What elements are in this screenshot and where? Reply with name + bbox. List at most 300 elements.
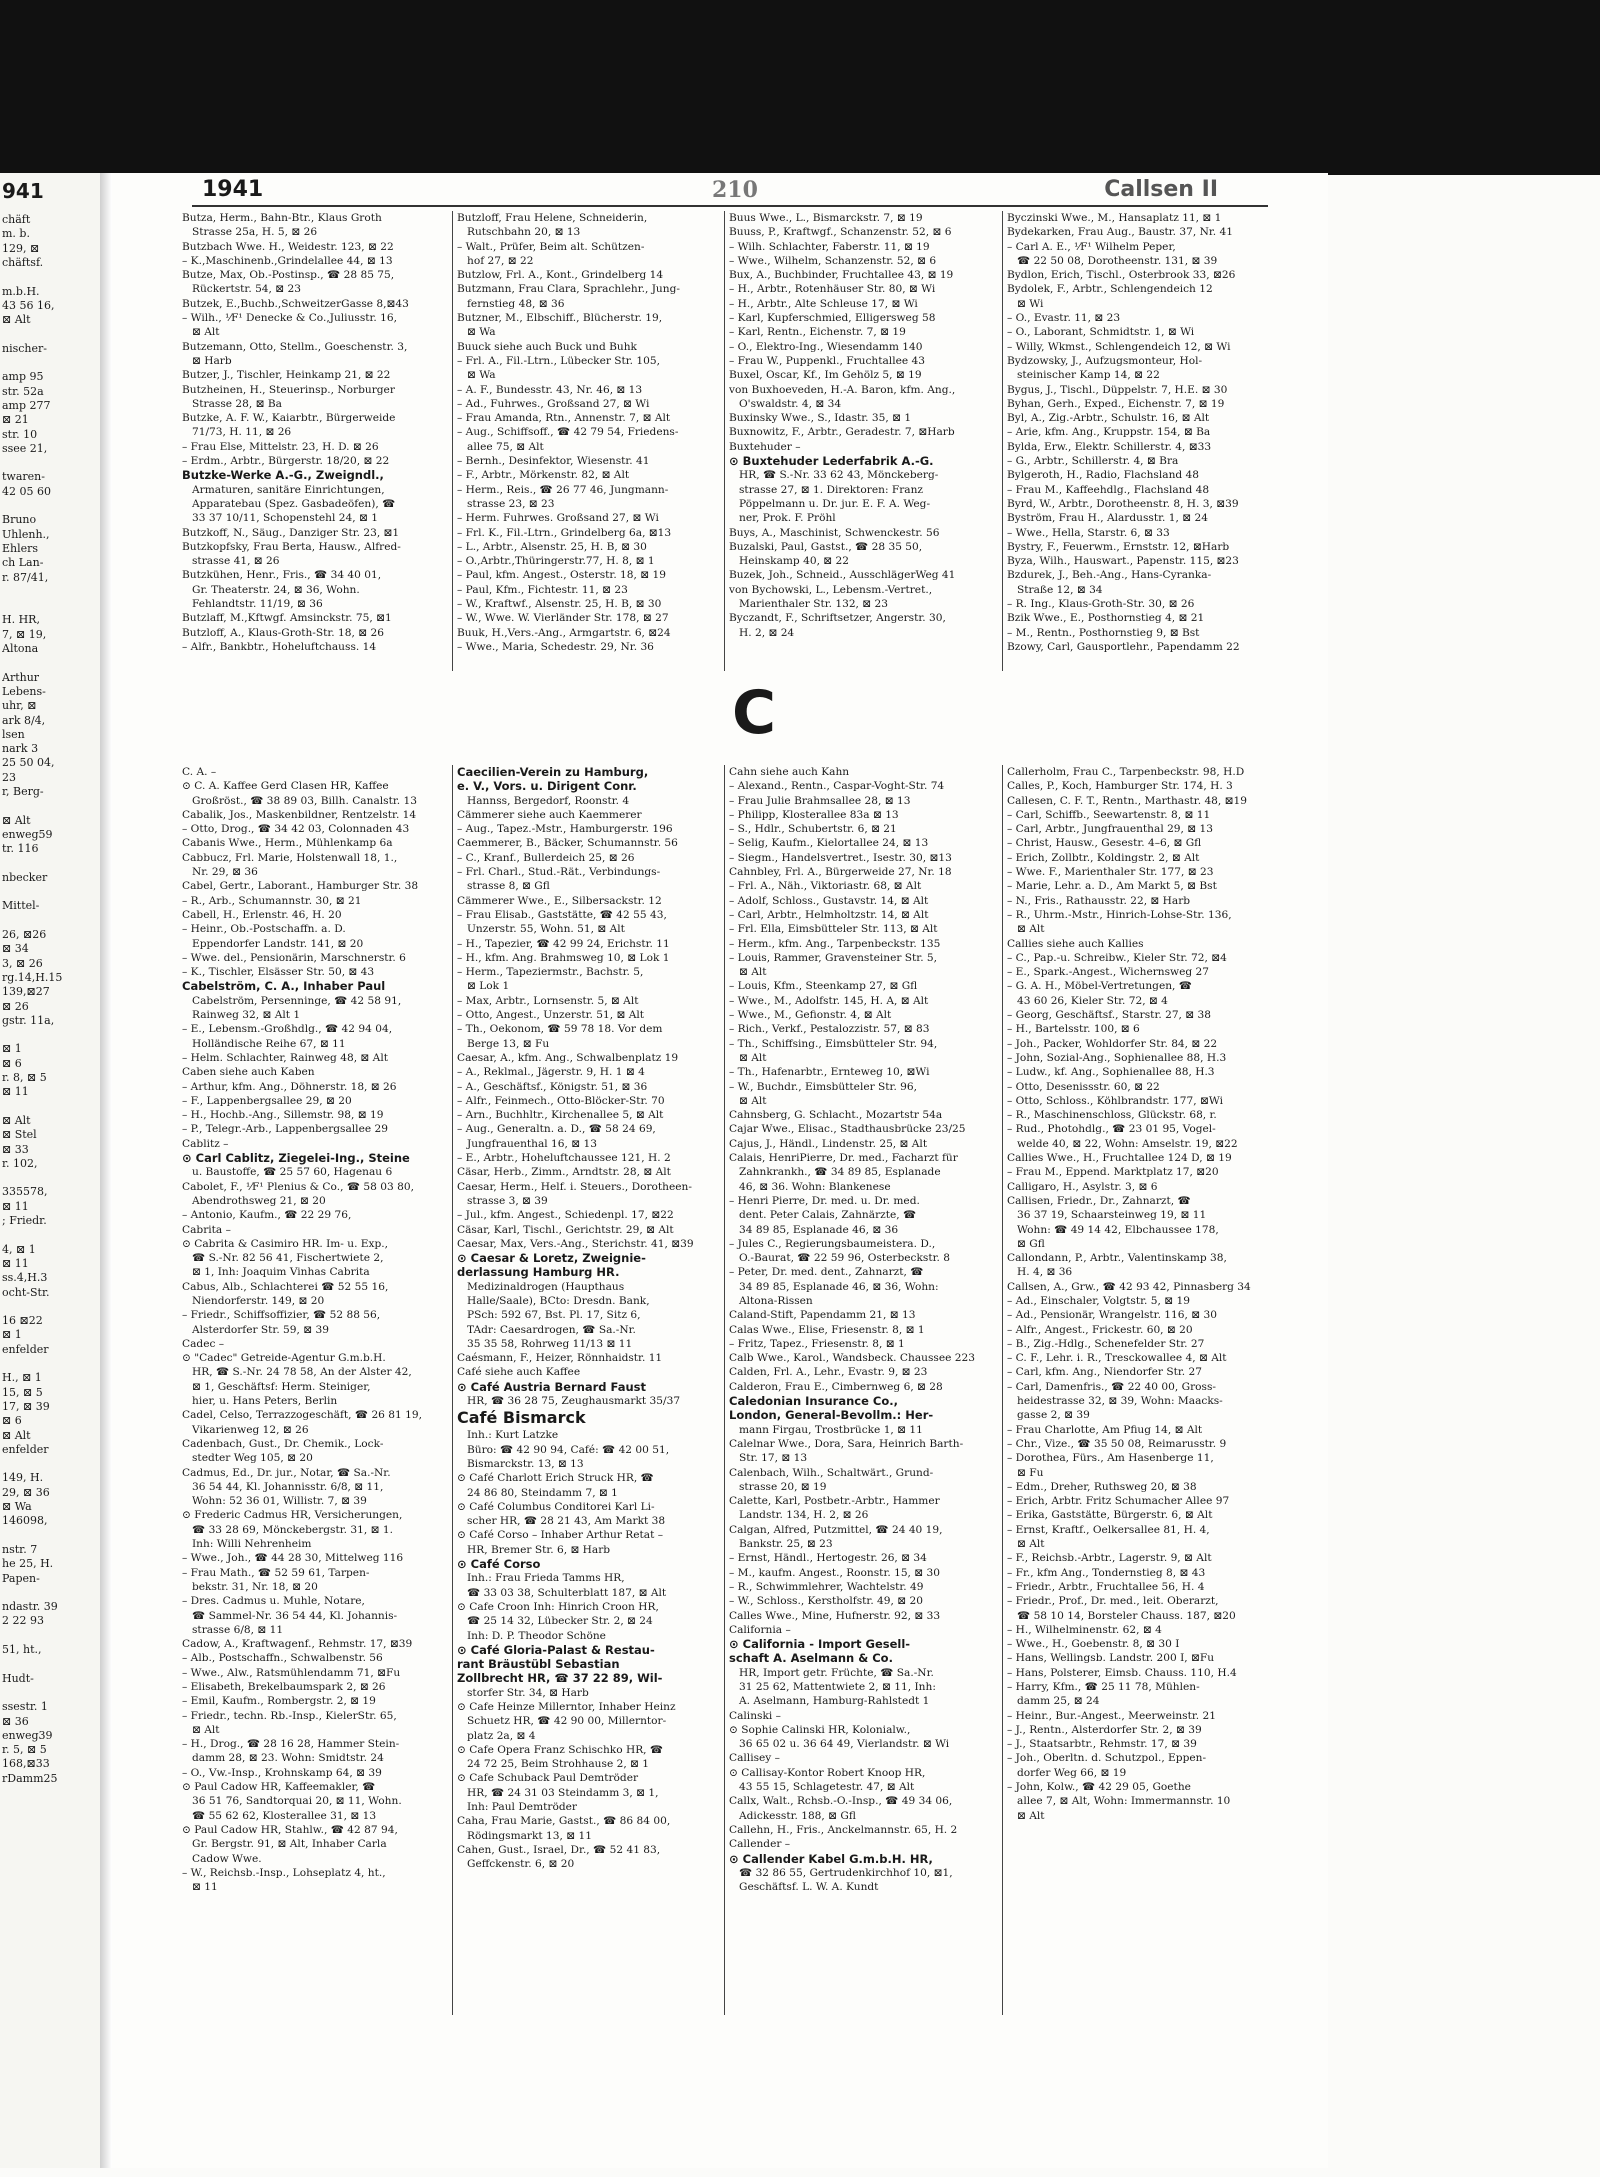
directory-entry: – M., Rentn., Posthornstieg 9, ⊠ Bst bbox=[1007, 626, 1200, 639]
directory-entry: dorfer Weg 66, ⊠ 19 bbox=[1017, 1766, 1127, 1779]
previous-page-fragment: 7, ⊠ 19, bbox=[2, 627, 47, 641]
directory-entry: Cadec – bbox=[182, 1337, 225, 1350]
directory-entry: Butzner, M., Elbschiff., Blücherstr. 19, bbox=[457, 312, 663, 325]
directory-entry: – John, Kolw., ☎ 42 29 05, Goethe bbox=[1007, 1781, 1191, 1794]
previous-page-fragment: he 25, H. bbox=[2, 1557, 54, 1571]
directory-entry: – Dres. Cadmus u. Muhle, Notare, bbox=[182, 1595, 365, 1608]
directory-entry: 36 51 76, Sandtorquai 20, ⊠ 11, Wohn. bbox=[192, 1795, 402, 1808]
directory-entry: – Heinr., Ob.-Postschaffn. a. D. bbox=[182, 923, 346, 936]
directory-entry: – F., Reichsb.-Arbtr., Lagerstr. 9, ⊠ Alt bbox=[1007, 1552, 1212, 1565]
previous-page-fragment: 15, ⊠ 5 bbox=[2, 1385, 43, 1399]
page-header bbox=[112, 173, 1328, 207]
directory-entry: Buzek, Joh., Schneid., AusschlägerWeg 41 bbox=[729, 569, 956, 582]
previous-page-fragment: Hudt- bbox=[2, 1671, 34, 1685]
directory-entry: – O., Vw.-Insp., Krohnskamp 64, ⊠ 39 bbox=[182, 1766, 382, 1779]
page-year: 1941 bbox=[202, 177, 264, 202]
previous-page-fragment: str. 10 bbox=[2, 427, 38, 441]
directory-entry: – Max, Arbtr., Lornsenstr. 5, ⊠ Alt bbox=[457, 994, 639, 1007]
previous-page-fragment: ⊠ 21 bbox=[2, 413, 29, 427]
previous-page-fragment: amp 95 bbox=[2, 370, 44, 384]
directory-entry: Buxinsky Wwe., S., Idastr. 35, ⊠ 1 bbox=[729, 412, 912, 425]
directory-entry: ⊙ Café Gloria-Palast & Restau- bbox=[457, 1642, 655, 1657]
directory-entry: 46, ⊠ 36. Wohn: Blankenese bbox=[739, 1180, 891, 1193]
directory-entry: – G. A. H., Möbel-Vertretungen, ☎ bbox=[1007, 980, 1192, 993]
directory-entry: ⊙ Café Charlott Erich Struck HR, ☎ bbox=[457, 1472, 654, 1485]
directory-entry: – Alfr., Angest., Frickestr. 60, ⊠ 20 bbox=[1007, 1323, 1193, 1336]
directory-entry: H. 4, ⊠ 36 bbox=[1017, 1266, 1073, 1279]
directory-entry: Buxel, Oscar, Kf., Im Gehölz 5, ⊠ 19 bbox=[729, 369, 922, 382]
directory-entry: – Wwe., Joh., ☎ 44 28 30, Mittelweg 116 bbox=[182, 1552, 404, 1565]
directory-entry: Caemmerer, B., Bäcker, Schumannstr. 56 bbox=[457, 837, 678, 850]
directory-entry: Holländische Reihe 67, ⊠ 11 bbox=[192, 1037, 346, 1050]
directory-entry: – Ad., Einschaler, Volgtstr. 5, ⊠ 19 bbox=[1007, 1294, 1190, 1307]
directory-entry: – Jul., kfm. Angest., Schiedenpl. 17, ⊠22 bbox=[457, 1209, 674, 1222]
column-rule bbox=[724, 211, 725, 671]
directory-entry: – P., Telegr.-Arb., Lappenbergsallee 29 bbox=[182, 1123, 388, 1136]
column-2-top bbox=[457, 211, 719, 691]
directory-entry: – Wwe. F., Marienthaler Str. 177, ⊠ 23 bbox=[1007, 866, 1214, 879]
directory-entry: 33 37 10/11, Schopenstehl 24, ⊠ 1 bbox=[192, 512, 378, 525]
directory-entry: – Rich., Verkf., Pestalozzistr. 57, ⊠ 83 bbox=[729, 1023, 930, 1036]
directory-entry: ☎ 25 14 32, Lübecker Str. 2, ⊠ 24 bbox=[467, 1615, 653, 1628]
previous-page-fragment: amp 277 bbox=[2, 398, 51, 412]
directory-entry: – Louis, Rammer, Gravensteiner Str. 5, bbox=[729, 951, 938, 964]
previous-page-fragment: str. 52a bbox=[2, 384, 44, 398]
directory-entry: – Fr., kfm Ang., Tondernstieg 8, ⊠ 43 bbox=[1007, 1566, 1206, 1579]
directory-entry: – Otto, Angest., Unzerstr. 51, ⊠ Alt bbox=[457, 1009, 645, 1022]
directory-entry: Butzheinen, H., Steuerinsp., Norburger bbox=[182, 383, 395, 396]
directory-entry: O.-Baurat, ☎ 22 59 96, Osterbeckstr. 8 bbox=[739, 1252, 950, 1265]
directory-entry: ⊙ Sophie Calinski HR, Kolonialw., bbox=[729, 1723, 911, 1736]
directory-entry: Buxnowitz, F., Arbtr., Geradestr. 7, ⊠Harb bbox=[729, 426, 955, 439]
directory-entry: Calas Wwe., Elise, Friesenstr. 8, ⊠ 1 bbox=[729, 1323, 925, 1336]
directory-entry: Altona-Rissen bbox=[739, 1294, 813, 1307]
directory-entry: ⊠ Alt bbox=[192, 1723, 220, 1736]
directory-entry: London, General-Bevollm.: Her- bbox=[729, 1408, 934, 1423]
directory-entry: Schuetz HR, ☎ 42 90 00, Millerntor- bbox=[467, 1715, 667, 1728]
directory-entry: – Frau W., Puppenkl., Fruchtallee 43 bbox=[729, 354, 925, 367]
previous-page-fragment: enweg39 bbox=[2, 1728, 53, 1742]
directory-entry: Caha, Frau Marie, Gastst., ☎ 86 84 00, bbox=[457, 1815, 671, 1828]
directory-entry: ⊙ Café Columbus Conditorei Karl Li- bbox=[457, 1500, 655, 1513]
directory-entry: Cadow, A., Kraftwagenf., Rehmstr. 17, ⊠39 bbox=[182, 1638, 413, 1651]
previous-page-fragment: Lebens- bbox=[2, 684, 46, 698]
directory-entry: ⊙ Café Corso bbox=[457, 1557, 541, 1572]
directory-entry: – Christ, Hausw., Gesestr. 4–6, ⊠ Gfl bbox=[1007, 837, 1202, 850]
directory-entry: – Edm., Dreher, Ruthsweg 20, ⊠ 38 bbox=[1007, 1480, 1197, 1493]
directory-entry: HR, Import getr. Früchte, ☎ Sa.-Nr. bbox=[739, 1666, 934, 1679]
previous-page-fragment: ⊠ Alt bbox=[2, 1113, 31, 1127]
previous-page-fragment: r. 8, ⊠ 5 bbox=[2, 1071, 47, 1084]
directory-entry: 34 89 85, Esplanade 46, ⊠ 36 bbox=[739, 1223, 899, 1236]
directory-entry: Geschäftsf. L. W. A. Kundt bbox=[739, 1881, 879, 1894]
directory-entry: Caland-Stift, Papendamm 21, ⊠ 13 bbox=[729, 1309, 916, 1322]
column-rule bbox=[452, 765, 453, 2015]
directory-entry: – W., Wwe. W. Vierländer Str. 178, ⊠ 27 bbox=[457, 612, 669, 625]
directory-entry: storfer Str. 34, ⊠ Harb bbox=[467, 1686, 589, 1699]
directory-entry: Bzik Wwe., E., Posthornstieg 4, ⊠ 21 bbox=[1007, 612, 1205, 625]
directory-entry: u. Baustoffe, ☎ 25 57 60, Hagenau 6 bbox=[192, 1166, 393, 1179]
directory-entry: ⊠ Wi bbox=[1017, 297, 1044, 310]
previous-page-fragment: 51, ht., bbox=[2, 1643, 42, 1656]
directory-entry: von Bychowski, L., Lebensm.-Vertret., bbox=[729, 583, 933, 596]
directory-entry: 36 65 02 u. 36 64 49, Vierlandstr. ⊠ Wi bbox=[739, 1738, 950, 1751]
directory-entry: 24 72 25, Beim Strohhause 2, ⊠ 1 bbox=[467, 1758, 650, 1771]
directory-entry: – Georg, Geschäftsf., Starstr. 27, ⊠ 38 bbox=[1007, 1009, 1212, 1022]
previous-page-fragment: Ehlers bbox=[2, 541, 39, 555]
directory-entry: – Wwe., Wilhelm, Schanzenstr. 52, ⊠ 6 bbox=[729, 254, 937, 267]
directory-entry: ⊙ C. A. Kaffee Gerd Clasen HR, Kaffee bbox=[182, 780, 389, 793]
directory-entry: Butzke-Werke A.-G., Zweigndl., bbox=[182, 468, 384, 483]
directory-entry: – A., Geschäftsf., Königstr. 51, ⊠ 36 bbox=[457, 1080, 648, 1093]
directory-entry: Cahen, Gust., Israel, Dr., ☎ 52 41 83, bbox=[457, 1843, 661, 1856]
previous-page-fragment: ⊠ 34 bbox=[2, 942, 29, 956]
directory-entry: – Wilh., ⅟F¹ Denecke & Co.,Juliusstr. 16, bbox=[182, 312, 398, 325]
directory-entry: – Helm. Schlachter, Rainweg 48, ⊠ Alt bbox=[182, 1051, 388, 1064]
directory-entry: Jungfrauenthal 16, ⊠ 13 bbox=[467, 1137, 597, 1150]
directory-entry: ⊙ Cafe Heinze Millerntor, Inhaber Heinz bbox=[457, 1701, 676, 1713]
column-1-bottom bbox=[182, 765, 447, 2075]
directory-entry: – Friedr., Schiffsoffizier, ☎ 52 88 56, bbox=[182, 1309, 381, 1322]
directory-entry: Calelnar Wwe., Dora, Sara, Heinrich Barth- bbox=[729, 1437, 964, 1450]
directory-entry: ⊠ Gfl bbox=[1017, 1237, 1045, 1250]
directory-entry: strasse 27, ⊠ 1. Direktoren: Franz bbox=[739, 483, 924, 496]
directory-entry: – N., Fris., Rathausstr. 22, ⊠ Harb bbox=[1007, 894, 1191, 907]
directory-entry: ⊠ 1, Inh: Joaquim Vinhas Cabrita bbox=[192, 1266, 370, 1279]
directory-entry: – Frl. A., Näh., Viktoriastr. 68, ⊠ Alt bbox=[729, 880, 922, 893]
directory-entry: – H., Drog., ☎ 28 16 28, Hammer Stein- bbox=[182, 1738, 400, 1751]
directory-entry: Bzowy, Carl, Gausportlehr., Papendamm 22 bbox=[1007, 640, 1240, 653]
directory-entry: – C., Kranf., Bullerdeich 25, ⊠ 26 bbox=[457, 851, 635, 864]
directory-entry: – E., Spark.-Angest., Wichernsweg 27 bbox=[1007, 966, 1210, 979]
directory-entry: ⊙ Carl Cablitz, Ziegelei-Ing., Steine bbox=[182, 1151, 410, 1166]
previous-page-fragment: nark 3 bbox=[2, 742, 39, 756]
directory-entry: damm 25, ⊠ 24 bbox=[1017, 1695, 1100, 1708]
directory-entry: ⊠ Wa bbox=[467, 326, 496, 339]
previous-page-fragment: ndastr. 39 bbox=[2, 1600, 58, 1614]
directory-entry: – Erika, Gaststätte, Bürgerstr. 6, ⊠ Alt bbox=[1007, 1509, 1213, 1522]
directory-entry: Cabus, Alb., Schlachterei ☎ 52 55 16, bbox=[182, 1280, 389, 1293]
directory-entry: ⊙ Paul Cadow HR, Stahlw., ☎ 42 87 94, bbox=[182, 1823, 398, 1836]
directory-entry: ⊠ Fu bbox=[1017, 1466, 1044, 1479]
directory-entry: Marienthaler Str. 132, ⊠ 23 bbox=[739, 598, 889, 611]
directory-entry: ⊙ Callender Kabel G.m.b.H. HR, bbox=[729, 1851, 933, 1866]
previous-page-fragment: 3, ⊠ 26 bbox=[2, 956, 43, 970]
directory-entry: – Elisabeth, Brekelbaumspark 2, ⊠ 26 bbox=[182, 1681, 386, 1693]
directory-entry: – W., Buchdr., Eimsbütteler Str. 96, bbox=[729, 1080, 918, 1093]
directory-entry: Büro: ☎ 42 90 94, Café: ☎ 42 00 51, bbox=[467, 1443, 670, 1456]
previous-page-fragment: enweg59 bbox=[2, 827, 53, 841]
previous-page-fragment: 42 05 60 bbox=[2, 484, 51, 498]
directory-entry: – Herm., Tapeziermstr., Bachstr. 5, bbox=[457, 966, 644, 979]
directory-entry: Eppendorfer Landstr. 141, ⊠ 20 bbox=[192, 937, 364, 950]
directory-entry: Strasse 25a, H. 5, ⊠ 26 bbox=[192, 226, 318, 239]
directory-entry: Halle/Saale), BCto: Dresdn. Bank, bbox=[467, 1294, 650, 1307]
page-number: 210 bbox=[712, 177, 758, 203]
directory-entry: 43 60 26, Kieler Str. 72, ⊠ 4 bbox=[1017, 994, 1168, 1007]
directory-entry: Cäsar, Herb., Zimm., Arndtstr. 28, ⊠ Alt bbox=[457, 1166, 671, 1179]
directory-entry: Cabelström, C. A., Inhaber Paul bbox=[182, 979, 386, 994]
previous-page-fragment: H. HR, bbox=[2, 613, 40, 627]
column-rule bbox=[1002, 765, 1003, 2015]
directory-entry: Cadel, Celso, Terrazzogeschäft, ☎ 26 81 19, bbox=[182, 1409, 422, 1422]
directory-entry: ☎ 33 03 38, Schulterblatt 187, ⊠ Alt bbox=[467, 1586, 667, 1599]
directory-entry: ⊠ Alt bbox=[739, 966, 767, 979]
directory-entry: – H., Arbtr., Rotenhäuser Str. 80, ⊠ Wi bbox=[729, 283, 936, 296]
directory-entry: Bydzowsky, J., Aufzugsmonteur, Hol- bbox=[1007, 354, 1203, 367]
directory-entry: heidestrasse 32, ⊠ 39, Wohn: Maacks- bbox=[1017, 1395, 1223, 1408]
directory-entry: – Friedr., Prof., Dr. med., leit. Oberarzt, bbox=[1007, 1595, 1219, 1608]
column-3-bottom bbox=[729, 765, 997, 2075]
previous-page-fragment: ; Friedr. bbox=[2, 1214, 47, 1227]
directory-entry: HR, ☎ S.-Nr. 24 78 58, An der Alster 42, bbox=[192, 1366, 412, 1379]
directory-entry: – E., Arbtr., Hoheluftchaussee 121, H. 2 bbox=[457, 1152, 671, 1165]
directory-entry: – Hans, Wellingsb. Landstr. 200 I, ⊠Fu bbox=[1007, 1652, 1215, 1665]
previous-page-fragment: ⊠ 33 bbox=[2, 1142, 29, 1156]
previous-page-fragment: 149, H. bbox=[2, 1471, 44, 1485]
directory-entry: – Chr., Vize., ☎ 35 50 08, Reimarusstr. 9 bbox=[1007, 1437, 1227, 1450]
directory-entry: ⊙ Callisay-Kontor Robert Knoop HR, bbox=[729, 1766, 926, 1779]
directory-entry: Rödingsmarkt 13, ⊠ 11 bbox=[467, 1829, 592, 1842]
previous-page-fragment: 2 22 93 bbox=[2, 1614, 44, 1628]
previous-page-fragment: tr. 116 bbox=[2, 842, 39, 856]
directory-entry: – K.,Maschinenb.,Grindelallee 44, ⊠ 13 bbox=[182, 254, 393, 267]
previous-page-fragment: ⊠ 36 bbox=[2, 1714, 29, 1728]
directory-entry: Cahn siehe auch Kahn bbox=[729, 766, 850, 778]
directory-entry: – R., Maschinenschloss, Glückstr. 68, r. bbox=[1007, 1109, 1217, 1122]
directory-entry: – Frau Math., ☎ 52 59 61, Tarpen- bbox=[182, 1566, 370, 1579]
directory-entry: bekstr. 31, Nr. 18, ⊠ 20 bbox=[192, 1580, 318, 1593]
directory-entry: allee 7, ⊠ Alt, Wohn: Immermannstr. 10 bbox=[1017, 1795, 1231, 1808]
directory-entry: platz 2a, ⊠ 4 bbox=[467, 1729, 536, 1742]
previous-page-fragment: ⊠ 26 bbox=[2, 999, 29, 1013]
directory-entry: Armaturen, sanitäre Einrichtungen, bbox=[192, 483, 385, 496]
directory-entry: – Ad., Fuhrwes., Großsand 27, ⊠ Wi bbox=[457, 397, 650, 410]
directory-entry: – O., Elektro-Ing., Wiesendamm 140 bbox=[729, 340, 923, 353]
directory-entry: – H., Arbtr., Alte Schleuse 17, ⊠ Wi bbox=[729, 297, 918, 310]
previous-page-fragment: 335578, bbox=[2, 1185, 48, 1199]
directory-entry: 35 35 58, Rohrweg 11/13 ⊠ 11 bbox=[467, 1337, 633, 1350]
directory-entry: 34 89 85, Esplanade 46, ⊠ 36, Wohn: bbox=[739, 1280, 939, 1293]
directory-entry: Buzalski, Paul, Gastst., ☎ 28 35 50, bbox=[729, 540, 923, 553]
previous-page-fragment: chäftsf. bbox=[2, 255, 44, 269]
directory-entry: – W., Reichsb.-Insp., Lohseplatz 4, ht., bbox=[182, 1866, 386, 1879]
directory-entry: ⊙ Cafe Opera Franz Schischko HR, ☎ bbox=[457, 1743, 664, 1756]
directory-entry: – Marie, Lehr. a. D., Am Markt 5, ⊠ Bst bbox=[1007, 880, 1217, 893]
directory-entry: allee 75, ⊠ Alt bbox=[467, 440, 544, 453]
directory-entry: Cabel, Gertr., Laborant., Hamburger Str. 38 bbox=[182, 880, 419, 893]
directory-entry: Callerholm, Frau C., Tarpenbeckstr. 98, H.D bbox=[1007, 766, 1245, 778]
directory-entry: Bydlon, Erich, Tischl., Osterbrook 33, ⊠26 bbox=[1007, 269, 1236, 282]
directory-entry: Cadmus, Ed., Dr. jur., Notar, ☎ Sa.-Nr. bbox=[182, 1466, 391, 1479]
directory-entry: damm 28, ⊠ 23. Wohn: Smidtstr. 24 bbox=[192, 1752, 384, 1765]
directory-entry: – J., Staatsarbtr., Rehmstr. 17, ⊠ 39 bbox=[1007, 1738, 1197, 1751]
previous-page-fragment: ssestr. 1 bbox=[2, 1700, 48, 1714]
directory-entry: – H., Tapezier, ☎ 42 99 24, Erichstr. 11 bbox=[457, 937, 670, 950]
directory-entry: – Herm., kfm. Ang., Tarpenbeckstr. 135 bbox=[729, 937, 941, 950]
directory-entry: – A. F., Bundesstr. 43, Nr. 46, ⊠ 13 bbox=[457, 383, 643, 396]
previous-page-fragment: ocht-Str. bbox=[2, 1285, 50, 1299]
directory-entry: – Erich, Zollbtr., Koldingstr. 2, ⊠ Alt bbox=[1007, 851, 1200, 864]
directory-entry: – Wwe., Hella, Starstr. 6, ⊠ 33 bbox=[1007, 526, 1170, 539]
directory-entry: – Erdm., Arbtr., Bürgerstr. 18/20, ⊠ 22 bbox=[182, 455, 390, 468]
directory-entry: – Otto, Desenissstr. 60, ⊠ 22 bbox=[1007, 1080, 1160, 1093]
previous-page-fragment: enfelder bbox=[2, 1442, 49, 1456]
directory-entry: strasse 3, ⊠ 39 bbox=[467, 1194, 548, 1207]
directory-entry: – John, Sozial-Ang., Sophienallee 88, H.3 bbox=[1007, 1051, 1227, 1064]
directory-entry: Butzloff, A., Klaus-Groth-Str. 18, ⊠ 26 bbox=[182, 626, 384, 639]
directory-entry: – H., Bartelsstr. 100, ⊠ 6 bbox=[1007, 1023, 1140, 1036]
directory-entry: Bankstr. 25, ⊠ 23 bbox=[739, 1538, 833, 1551]
directory-entry: Butzke, A. F. W., Kaiarbtr., Bürgerweide bbox=[182, 412, 396, 425]
directory-entry: Cabbucz, Frl. Marie, Holstenwall 18, 1., bbox=[182, 851, 398, 864]
previous-page-fragment: Arthur bbox=[2, 670, 40, 684]
directory-entry: Bux, A., Buchbinder, Fruchtallee 43, ⊠ 19 bbox=[729, 269, 954, 282]
column-rule bbox=[452, 211, 453, 671]
previous-page-fragment: rDamm25 bbox=[2, 1771, 58, 1785]
directory-entry: Str. 17, ⊠ 13 bbox=[739, 1452, 808, 1465]
directory-entry: – O., Evastr. 11, ⊠ 23 bbox=[1007, 312, 1121, 325]
directory-entry: Cadenbach, Gust., Dr. Chemik., Lock- bbox=[182, 1437, 384, 1450]
directory-entry: ☎ 33 28 69, Mönckebergstr. 31, ⊠ 1. bbox=[192, 1523, 393, 1536]
directory-entry: – Arn., Buchhltr., Kirchenallee 5, ⊠ Alt bbox=[457, 1109, 664, 1122]
directory-entry: Byza, Wilh., Hauswart., Papenstr. 115, ⊠23 bbox=[1007, 555, 1239, 568]
directory-entry: Alsterdorfer Str. 59, ⊠ 39 bbox=[192, 1323, 329, 1336]
directory-entry: Inh: D. P. Theodor Schöne bbox=[467, 1629, 606, 1642]
directory-entry: – Frau M., Kaffeehdlg., Flachsland 48 bbox=[1007, 483, 1210, 496]
column-4-top bbox=[1007, 211, 1277, 691]
previous-page-fragment: nstr. 7 bbox=[2, 1542, 38, 1556]
directory-entry: – W., Schloss., Kerstholfstr. 49, ⊠ 20 bbox=[729, 1595, 923, 1608]
directory-entry: Gr. Bergstr. 91, ⊠ Alt, Inhaber Carla bbox=[192, 1838, 387, 1851]
directory-entry: HR, ☎ S.-Nr. 33 62 43, Mönckeberg- bbox=[739, 469, 939, 482]
directory-entry: ⊠ 1, Geschäftsf: Herm. Steiniger, bbox=[192, 1380, 371, 1393]
directory-entry: ⊠ 11 bbox=[192, 1881, 218, 1894]
directory-entry: – Alfr., Feinmech., Otto-Blöcker-Str. 70 bbox=[457, 1094, 665, 1107]
directory-entry: mann Firgau, Trostbrücke 1, ⊠ 11 bbox=[739, 1423, 923, 1436]
previous-page-fragment: 168,⊠33 bbox=[2, 1757, 50, 1771]
directory-entry: Butzlaff, M.,Kftwgf. Amsinckstr. 75, ⊠1 bbox=[182, 612, 392, 625]
directory-entry: – F., Arbtr., Mörkenstr. 82, ⊠ Alt bbox=[457, 469, 630, 482]
directory-entry: Butzlow, Frl. A., Kont., Grindelberg 14 bbox=[457, 269, 664, 282]
directory-entry: – Frl. Charl., Stud.-Rät., Verbindungs- bbox=[457, 866, 661, 879]
directory-entry: – Ludw., kf. Ang., Sophienallee 88, H.3 bbox=[1007, 1066, 1215, 1079]
directory-entry: Calb Wwe., Karol., Wandsbeck. Chaussee 223 bbox=[729, 1352, 975, 1365]
directory-entry: – Ernst, Kraftf., Oelkersallee 81, H. 4, bbox=[1007, 1523, 1210, 1536]
directory-entry: – Wwe., M., Adolfstr. 145, H. A, ⊠ Alt bbox=[729, 994, 929, 1007]
directory-entry: – R. Ing., Klaus-Groth-Str. 30, ⊠ 26 bbox=[1007, 598, 1195, 611]
directory-entry: – H., Hochb.-Ang., Sillemstr. 98, ⊠ 19 bbox=[182, 1109, 384, 1122]
directory-entry: ☎ 58 10 14, Borsteler Chauss. 187, ⊠20 bbox=[1017, 1609, 1236, 1622]
header-rule bbox=[192, 205, 1268, 207]
running-head: Callsen II bbox=[1104, 177, 1218, 202]
directory-entry: Bystry, F., Feuerwm., Ernststr. 12, ⊠Harb bbox=[1007, 540, 1230, 553]
directory-entry: – Carl, kfm. Ang., Niendorfer Str. 27 bbox=[1007, 1366, 1202, 1379]
previous-page-fragment: 43 56 16, bbox=[2, 298, 55, 312]
directory-entry: Apparatebau (Spez. Gasbadeöfen), ☎ bbox=[192, 497, 396, 510]
previous-page-fragment: Papen- bbox=[2, 1571, 40, 1585]
directory-entry: – Erich, Arbtr. Fritz Schumacher Allee 97 bbox=[1007, 1495, 1230, 1508]
directory-entry: – Bernh., Desinfektor, Wiesenstr. 41 bbox=[457, 455, 650, 468]
previous-page-fragment: 23 bbox=[2, 770, 16, 784]
directory-entry: scher HR, ☎ 28 21 43, Am Markt 38 bbox=[467, 1515, 666, 1528]
directory-entry: ☎ S.-Nr. 82 56 41, Fischertwiete 2, bbox=[192, 1252, 384, 1265]
previous-page-fragment: r. 5, ⊠ 5 bbox=[2, 1743, 47, 1757]
directory-entry: – Frau Else, Mittelstr. 23, H. D. ⊠ 26 bbox=[182, 440, 379, 453]
directory-entry: Inh: Paul Demtröder bbox=[467, 1801, 577, 1814]
directory-entry: Geffckenstr. 6, ⊠ 20 bbox=[467, 1858, 575, 1871]
directory-entry: Rutschbahn 20, ⊠ 13 bbox=[467, 226, 581, 239]
previous-page-fragment: ss.4,H.3 bbox=[2, 1271, 48, 1285]
directory-entry: ⊠ Wa bbox=[467, 369, 496, 382]
directory-entry: Callehn, H., Fris., Anckelmannstr. 65, H. 2 bbox=[729, 1823, 958, 1836]
directory-entry: Hannss, Bergedorf, Roonstr. 4 bbox=[467, 794, 630, 807]
directory-entry: – Karl, Kupferschmied, Elligersweg 58 bbox=[729, 312, 936, 325]
directory-entry: Cajus, J., Händl., Lindenstr. 25, ⊠ Alt bbox=[729, 1137, 928, 1150]
directory-entry: ⊠ Alt bbox=[1017, 923, 1045, 936]
directory-entry: – Jules C., Regierungsbaumeistera. D., bbox=[729, 1237, 936, 1250]
directory-entry: derlassung Hamburg HR. bbox=[457, 1265, 620, 1280]
previous-page-fragment: m.b.H. bbox=[2, 284, 40, 298]
directory-entry: – B., Zig.-Hdlg., Schenefelder Str. 27 bbox=[1007, 1337, 1205, 1350]
previous-page-fragment: Mittel- bbox=[2, 899, 40, 913]
directory-entry: – L., Arbtr., Alsenstr. 25, H. B, ⊠ 30 bbox=[457, 540, 647, 553]
previous-page-strip bbox=[0, 173, 100, 2168]
directory-entry: Byczinski Wwe., M., Hansaplatz 11, ⊠ 1 bbox=[1007, 212, 1222, 224]
directory-entry: Cabrita – bbox=[182, 1223, 231, 1236]
column-2-bottom bbox=[457, 765, 719, 2075]
directory-entry: ⊙ Café Austria Bernard Faust bbox=[457, 1379, 647, 1394]
directory-entry: – Heinr., Bur.-Angest., Meerweinstr. 21 bbox=[1007, 1709, 1216, 1722]
directory-entry: PSch: 592 67, Bst. Pl. 17, Sitz 6, bbox=[467, 1309, 641, 1322]
directory-entry: ☎ Sammel-Nr. 36 54 44, Kl. Johannis- bbox=[192, 1609, 398, 1622]
directory-entry: Callisey – bbox=[729, 1752, 780, 1765]
previous-page-fragment: twaren- bbox=[2, 470, 45, 484]
directory-entry: – Frl. Ella, Eimsbütteler Str. 113, ⊠ Alt bbox=[729, 923, 938, 936]
directory-entry: 36 54 44, Kl. Johannisstr. 6/8, ⊠ 11, bbox=[192, 1480, 384, 1493]
directory-entry: Caesar, Herm., Helf. i. Steuers., Dorotheen- bbox=[457, 1180, 692, 1193]
previous-page-fragment: ⊠ Alt bbox=[2, 313, 31, 327]
directory-entry: rant Bräustübl Sebastian bbox=[457, 1657, 620, 1672]
previous-page-fragment: ⊠ 1 bbox=[2, 1042, 22, 1056]
directory-entry: – O., Laborant, Schmidtstr. 1, ⊠ Wi bbox=[1007, 326, 1195, 339]
directory-entry: Inh: Willi Nehrenheim bbox=[192, 1538, 312, 1551]
directory-entry: – Frau Charlotte, Am Pfiug 14, ⊠ Alt bbox=[1007, 1423, 1203, 1436]
directory-entry: – Paul, Kfm., Fichtestr. 11, ⊠ 23 bbox=[457, 583, 628, 596]
directory-entry: – C. F., Lehr. i. R., Tresckowallee 4, ⊠ Alt bbox=[1007, 1352, 1227, 1365]
previous-page-fragment: lsen bbox=[2, 727, 25, 741]
directory-entry: welde 40, ⊠ 22, Wohn: Amselstr. 19, ⊠22 bbox=[1017, 1137, 1238, 1150]
previous-page-fragment: H., ⊠ 1 bbox=[2, 1371, 42, 1385]
previous-page-fragment: enfelder bbox=[2, 1342, 49, 1356]
directory-entry: – Wwe. del., Pensionärin, Marschnerstr. 6 bbox=[182, 951, 406, 964]
scan-border-top bbox=[0, 0, 1600, 175]
previous-page-fragment: gstr. 11a, bbox=[2, 1013, 55, 1027]
directory-entry: ☎ 22 50 08, Dorotheenstr. 131, ⊠ 39 bbox=[1017, 254, 1218, 267]
directory-entry: – Aug., Generaltn. a. D., ☎ 58 24 69, bbox=[457, 1123, 656, 1136]
directory-entry: Cabanis Wwe., Herm., Mühlenkamp 6a bbox=[182, 837, 393, 850]
previous-page-fragment: 16 ⊠22 bbox=[2, 1314, 43, 1328]
previous-page-fragment: chäft bbox=[2, 213, 31, 226]
directory-entry: – Wwe., M., Gefionstr. 4, ⊠ Alt bbox=[729, 1009, 892, 1022]
directory-entry: strasse 41, ⊠ 26 bbox=[192, 555, 280, 568]
directory-entry: HR, Bremer Str. 6, ⊠ Harb bbox=[467, 1543, 611, 1556]
directory-entry: – Peter, Dr. med. dent., Zahnarzt, ☎ bbox=[729, 1266, 924, 1279]
directory-entry: Calenbach, Wilh., Schaltwärt., Grund- bbox=[729, 1466, 934, 1479]
directory-entry: 43 55 15, Schlagetestr. 47, ⊠ Alt bbox=[739, 1781, 915, 1794]
previous-page-fragment: Uhlenh., bbox=[2, 527, 50, 541]
directory-entry: Buuck siehe auch Buck und Buhk bbox=[457, 340, 637, 353]
